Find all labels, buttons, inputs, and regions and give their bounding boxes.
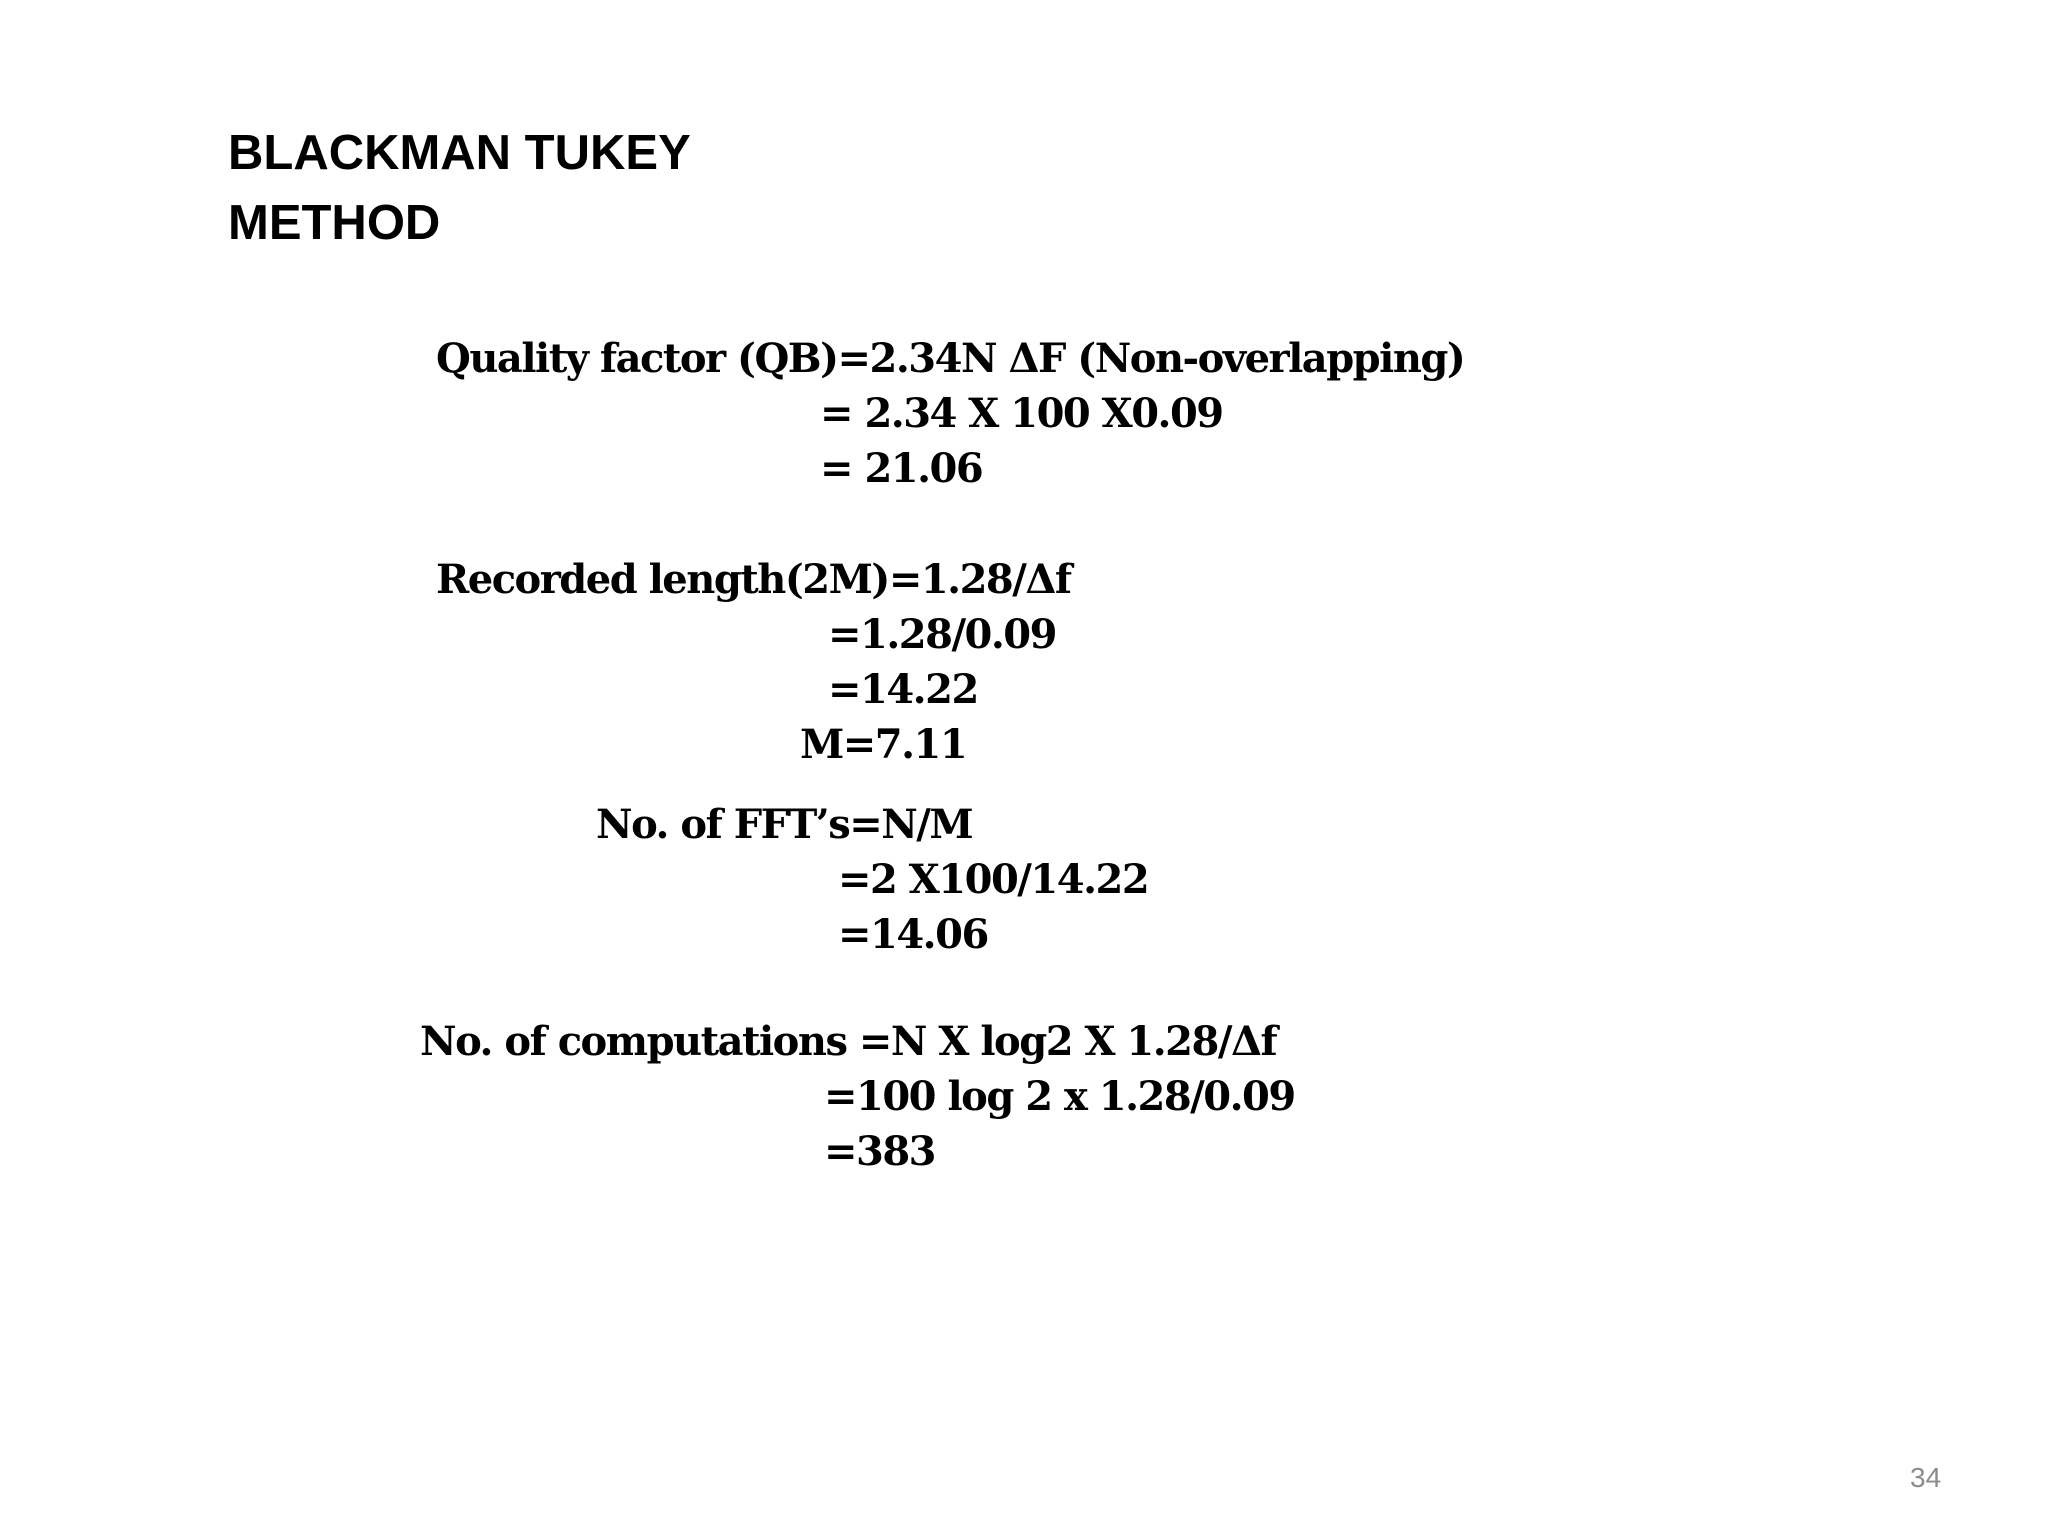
ffts-line-1: No. of FFT’s=N/M (596, 801, 973, 848)
computations-line-1: No. of computations =N X log2 X 1.28/Δf (420, 1018, 1277, 1065)
recorded-length-line-2: =1.28/0.09 (828, 611, 1056, 658)
recorded-length-line-1: Recorded length(2M)=1.28/Δf (436, 556, 1071, 603)
quality-factor-line-3: = 21.06 (820, 445, 983, 492)
computations-line-2: =100 log 2 x 1.28/0.09 (824, 1073, 1295, 1120)
ffts-line-3: =14.06 (838, 911, 988, 958)
quality-factor-line-2: = 2.34 X 100 X0.09 (820, 390, 1223, 437)
ffts-line-2: =2 X100/14.22 (838, 856, 1149, 903)
quality-factor-line-1: Quality factor (QB)=2.34N ΔF (Non-overlapping) (436, 335, 1465, 382)
title-line-1: BLACKMAN TUKEY (228, 126, 691, 180)
page-number: 34 (1910, 1462, 1942, 1493)
computations-line-3: =383 (824, 1128, 936, 1175)
title-line-2: METHOD (228, 196, 441, 250)
slide-title (228, 118, 691, 258)
recorded-length-line-4: M=7.11 (800, 721, 967, 768)
recorded-length-line-3: =14.22 (828, 666, 978, 713)
